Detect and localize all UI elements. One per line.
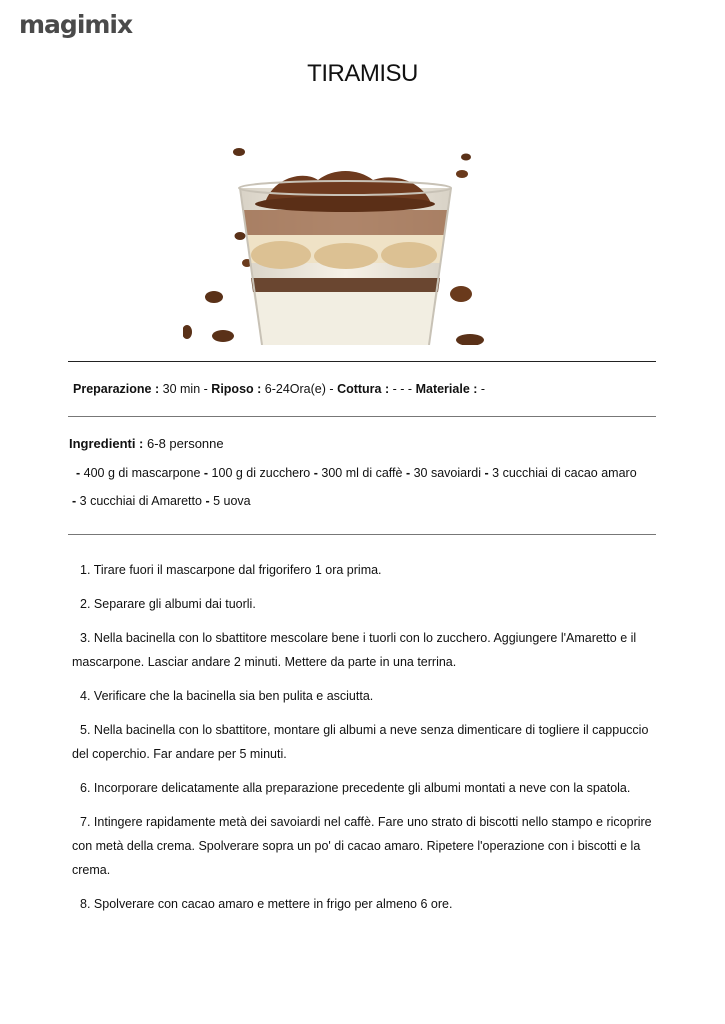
step-number: 4. bbox=[80, 689, 91, 703]
meta-separator: - bbox=[329, 382, 334, 396]
step-1 bbox=[72, 558, 652, 582]
step-7 bbox=[72, 810, 652, 882]
divider-ingredients bbox=[68, 534, 656, 535]
step-number: 2. bbox=[80, 597, 91, 611]
ingredient-item: 100 g di zucchero bbox=[211, 466, 311, 480]
step-number: 8. bbox=[80, 897, 91, 911]
ingredient-item: 3 cucchiai di Amaretto bbox=[79, 494, 202, 508]
tool-value: - bbox=[480, 382, 486, 396]
step-4 bbox=[72, 684, 652, 708]
tiramisu-photo bbox=[183, 140, 488, 345]
ingredient-item: 30 savoiardi bbox=[413, 466, 481, 480]
cook-label: Cottura : bbox=[337, 382, 390, 396]
preparation-steps bbox=[72, 558, 652, 926]
step-text: Incorporare delicatamente alla preparazione precedente gli albumi montati a neve con la spatola. bbox=[93, 781, 631, 795]
step-text: Verificare che la bacinella sia ben pulita e asciutta. bbox=[93, 689, 374, 703]
meta-separator: - bbox=[407, 382, 413, 396]
ingredient-item: 300 ml di caffè bbox=[321, 466, 403, 480]
step-number: 5. bbox=[80, 723, 91, 737]
ingredients-line-2: - 3 cucchiai di Amaretto - 5 uova bbox=[72, 494, 251, 508]
step-2 bbox=[72, 592, 652, 616]
ingredient-item: 5 uova bbox=[213, 494, 251, 508]
step-number: 1. bbox=[80, 563, 91, 577]
step-text: Nella bacinella con lo sbattitore, montare gli albumi a neve senza dimenticare di togliere il cappuccio del coperchio. Far andare per 5 minuti. bbox=[72, 723, 649, 761]
prep-value: 30 min bbox=[162, 382, 201, 396]
step-text: Nella bacinella con lo sbattitore mescolare bene i tuorli con lo zucchero. Aggiungere l'Amaretto e il mascarpone. Lasciar andare 2 minuti. Mettere da parte in una terrina. bbox=[72, 631, 637, 669]
recipe-meta bbox=[73, 382, 485, 396]
ingredients-heading bbox=[69, 436, 224, 451]
meta-separator: - bbox=[203, 382, 208, 396]
step-3 bbox=[72, 626, 652, 674]
tool-label: Materiale : bbox=[415, 382, 478, 396]
ingredients-line-1: - 400 g di mascarpone - 100 g di zucchero - 300 ml di caffè - 30 savoiardi - 3 cucchiai di cacao amaro bbox=[76, 466, 637, 480]
ingredient-item: 3 cucchiai di cacao amaro bbox=[492, 466, 637, 480]
rest-label: Riposo : bbox=[211, 382, 262, 396]
rest-value: 6-24Ora(e) bbox=[264, 382, 326, 396]
prep-label: Preparazione : bbox=[73, 382, 160, 396]
recipe-title: TIRAMISU bbox=[307, 60, 418, 87]
divider-meta bbox=[68, 416, 656, 417]
step-number: 6. bbox=[80, 781, 91, 795]
cook-value: - - bbox=[392, 382, 405, 396]
step-number: 3. bbox=[80, 631, 91, 645]
step-5 bbox=[72, 718, 652, 766]
step-text: Tirare fuori il mascarpone dal frigorifero 1 ora prima. bbox=[93, 563, 382, 577]
magimix-logo: magimix bbox=[19, 10, 133, 39]
step-text: Intingere rapidamente metà dei savoiardi nel caffè. Fare uno strato di biscotti nello stampo e ricoprire con metà della crema. Spolverare sopra un po' di cacao amaro. Ripetere l'operazione con i biscotti e la crema. bbox=[72, 815, 652, 877]
step-text: Spolverare con cacao amaro e mettere in frigo per almeno 6 ore. bbox=[93, 897, 453, 911]
servings-value: 6-8 personne bbox=[147, 436, 224, 451]
ingredients-label: Ingredienti : bbox=[69, 436, 144, 451]
step-text: Separare gli albumi dai tuorli. bbox=[93, 597, 256, 611]
step-number: 7. bbox=[80, 815, 91, 829]
ingredient-item: 400 g di mascarpone bbox=[83, 466, 201, 480]
step-8 bbox=[72, 892, 652, 916]
step-6 bbox=[72, 776, 652, 800]
divider-top bbox=[68, 361, 656, 362]
